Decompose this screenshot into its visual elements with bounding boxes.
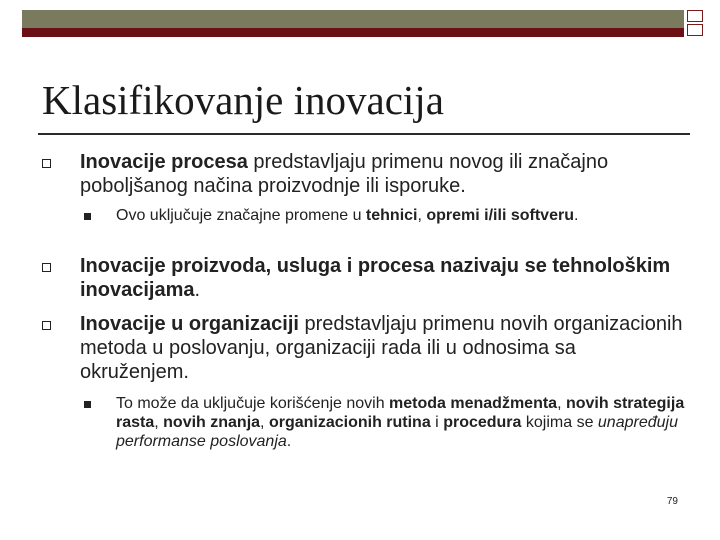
bullet-text-bold: Inovacije proizvoda, usluga i procesa nazivaju se tehnološkim inovacijama xyxy=(80,255,671,301)
sub-bullet-square-icon xyxy=(84,401,91,408)
sub-bullet-bold: organizacionih rutina xyxy=(268,414,431,431)
sub-bullet-run: , xyxy=(557,395,566,412)
sub-bullet-bold: novih strategija rasta xyxy=(116,395,685,431)
slide-title: Klasifikovanje inovacija xyxy=(42,77,444,123)
sub-bullet-bold: tehnici xyxy=(365,207,418,224)
bullet-text-run: predstavljaju primenu novog ili značajno poboljšanog načina proizvodnje ili isporuke. xyxy=(80,151,609,197)
sub-bullet-bold: procedura xyxy=(443,414,522,431)
sub-bullet-bold: novih znanja xyxy=(163,414,261,431)
corner-box-bottom xyxy=(687,24,703,36)
sub-bullet-run: , xyxy=(417,207,427,224)
sub-bullet-square-icon xyxy=(84,213,91,220)
bullet-text-run: predstavljaju primenu novih organizacionih metoda u poslovanju, organizaciji rada ili u odnosima sa okruženjem. xyxy=(80,313,683,383)
bullet-square-icon xyxy=(42,321,51,330)
header-accent-bar xyxy=(22,28,684,37)
bullet-text xyxy=(80,150,690,198)
sub-bullet-run: i xyxy=(430,414,444,431)
sub-bullet-run: . xyxy=(573,207,579,224)
bullet-text xyxy=(80,312,690,384)
bullet-text xyxy=(80,254,690,302)
bullet-text-bold: Inovacije u organizaciji xyxy=(80,313,299,335)
sub-bullet-run: , xyxy=(154,414,164,431)
bullet-text-run: . xyxy=(194,279,201,301)
sub-bullet-italic: unapređuju performanse poslovanja xyxy=(116,414,678,450)
sub-bullet-run: To može da uključuje korišćenje novih xyxy=(116,395,390,412)
sub-bullet-bold: metoda menadžmenta xyxy=(389,395,558,412)
sub-bullet-text xyxy=(116,394,686,451)
sub-bullet-run: Ovo uključuje značajne promene u xyxy=(116,207,366,224)
sub-bullet-run: kojima se xyxy=(521,414,598,431)
header-bar xyxy=(22,10,684,28)
sub-bullet-run: , xyxy=(260,414,269,431)
title-underline xyxy=(38,133,690,135)
bullet-square-icon xyxy=(42,263,51,272)
bullet-text-bold: Inovacije procesa xyxy=(80,151,248,173)
sub-bullet-text xyxy=(116,206,686,225)
sub-bullet-run: . xyxy=(286,433,292,450)
corner-box-top xyxy=(687,10,703,22)
page-number: 79 xyxy=(666,496,678,507)
sub-bullet-bold: opremi i/ili softveru xyxy=(426,207,574,224)
bullet-square-icon xyxy=(42,159,51,168)
